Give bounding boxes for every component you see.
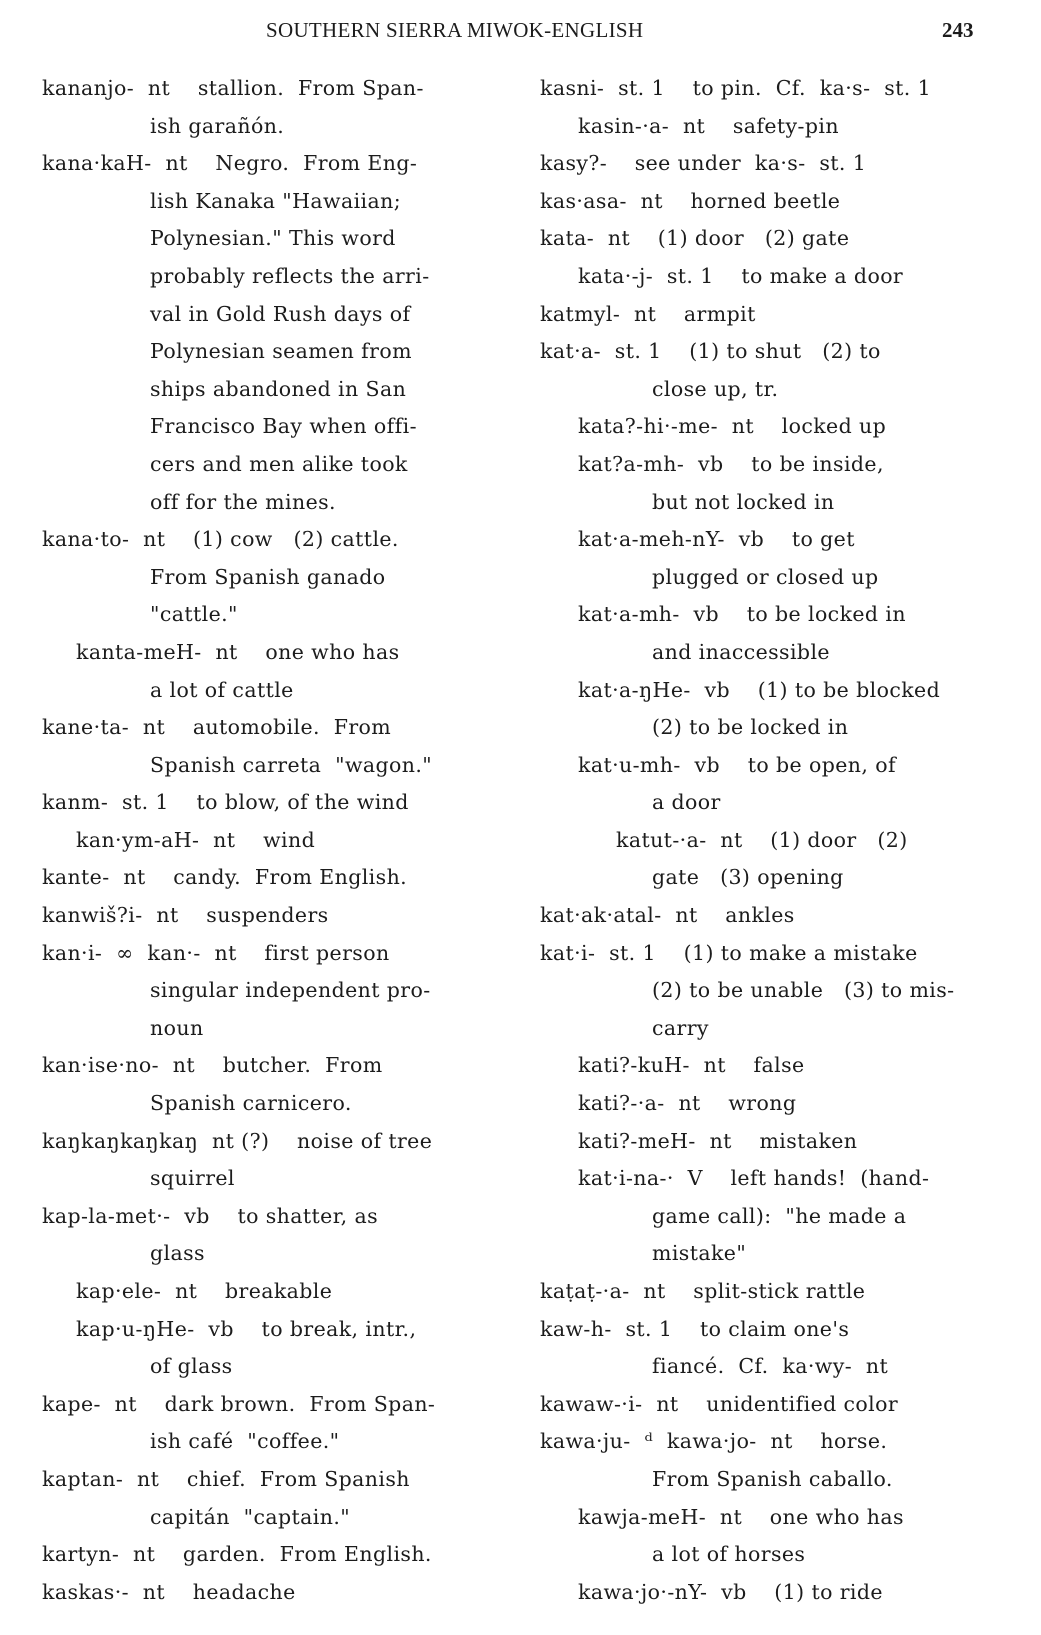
entry-line: mistake"	[652, 1241, 747, 1266]
entry-line: off for the mines.	[150, 489, 336, 514]
entry-line: of glass	[150, 1354, 233, 1379]
entry-line: kat·ak·atal- nt ankles	[540, 903, 795, 928]
entry-line: kaptan- nt chief. From Spanish	[42, 1466, 410, 1491]
page-header	[0, 14, 1041, 54]
entry-line: kati?-kuH- nt false	[578, 1053, 805, 1078]
entry-line: kata- nt (1) door (2) gate	[540, 226, 850, 251]
entry-line: kat·a-mh- vb to be locked in	[578, 602, 906, 627]
entry-line: kawa·ju- ᵈ kawa·jo- nt horse.	[540, 1429, 888, 1454]
entry-line: ish garañón.	[150, 113, 285, 138]
entry-line: kat·a-meh-nY- vb to get	[578, 527, 855, 552]
entry-line: (2) to be unable (3) to mis-	[652, 978, 955, 1003]
entry-line: but not locked in	[652, 489, 835, 514]
entry-line: kasin-·a- nt safety-pin	[578, 113, 839, 138]
entry-line: kaṭaṭ-·a- nt split-stick rattle	[540, 1279, 866, 1303]
entry-line: and inaccessible	[652, 639, 830, 664]
entry-line: close up, tr.	[652, 376, 779, 401]
entry-line: kanwiš?i- nt suspenders	[42, 903, 329, 928]
entry-line: Spanish carnicero.	[150, 1091, 352, 1116]
entry-line: kawaw-·i- nt unidentified color	[540, 1391, 899, 1416]
entry-line: kawa·jo·-nY- vb (1) to ride	[578, 1579, 883, 1604]
entry-line: fiancé. Cf. ka·wy- nt	[652, 1354, 889, 1379]
entry-line: Polynesian seamen from	[150, 339, 412, 364]
entry-line: kan·ise·no- nt butcher. From	[42, 1053, 383, 1078]
entry-line: kap·ele- nt breakable	[76, 1279, 333, 1303]
entry-line: plugged or closed up	[652, 564, 879, 589]
entry-line: carry	[652, 1015, 709, 1040]
entry-line: kana·kaH- nt Negro. From Eng-	[42, 151, 418, 176]
entry-line: kananjo- nt stallion. From Span-	[42, 76, 424, 100]
page-number: 243	[942, 18, 974, 42]
entry-line: kat·a-ŋHe- vb (1) to be blocked	[578, 677, 941, 702]
entry-line: (2) to be locked in	[652, 715, 849, 740]
entry-line: noun	[150, 1015, 204, 1040]
right-column	[540, 70, 1035, 1611]
entry-line: Francisco Bay when offi-	[150, 414, 417, 439]
left-column	[42, 70, 517, 1611]
entry-line: Polynesian." This word	[150, 226, 396, 251]
entry-line: singular independent pro-	[150, 978, 431, 1003]
entry-line: probably reflects the arri-	[150, 263, 430, 288]
entry-line: val in Gold Rush days of	[150, 301, 411, 326]
running-title: SOUTHERN SIERRA MIWOK-ENGLISH	[266, 18, 644, 42]
entry-line: ships abandoned in San	[150, 376, 407, 401]
entry-line: cers and men alike took	[150, 451, 408, 476]
entry-line: kante- nt candy. From English.	[42, 865, 408, 890]
entry-line: kat?a-mh- vb to be inside,	[578, 451, 884, 476]
entry-line: katut-·a- nt (1) door (2)	[616, 827, 908, 852]
entry-line: kanm- st. 1 to blow, of the wind	[42, 790, 409, 815]
entry-line: kana·to- nt (1) cow (2) cattle.	[42, 527, 399, 552]
entry-line: "cattle."	[150, 602, 238, 627]
entry-line: kaw-h- st. 1 to claim one's	[540, 1316, 850, 1341]
entry-line: kap-la-met·- vb to shatter, as	[42, 1203, 379, 1228]
entry-line: kanta-meH- nt one who has	[76, 639, 400, 664]
entry-line: From Spanish ganado	[150, 564, 386, 589]
entry-line: kape- nt dark brown. From Span-	[42, 1391, 436, 1416]
entry-line: kartyn- nt garden. From English.	[42, 1542, 432, 1567]
entry-line: kata?-hi·-me- nt locked up	[578, 414, 887, 439]
entry-line: kas·asa- nt horned beetle	[540, 188, 841, 213]
entry-line: kat·i-na-· V left hands! (hand-	[578, 1166, 930, 1191]
entry-line: squirrel	[150, 1166, 235, 1191]
entry-line: kasni- st. 1 to pin. Cf. ka·s- st. 1	[540, 76, 932, 100]
entry-line: kata·-j- st. 1 to make a door	[578, 263, 904, 288]
entry-line: kaŋkaŋkaŋkaŋ nt (?) noise of tree	[42, 1128, 433, 1153]
entry-line: From Spanish caballo.	[652, 1466, 893, 1491]
entry-line: kat·u-mh- vb to be open, of	[578, 752, 896, 777]
entry-line: lish Kanaka "Hawaiian;	[150, 188, 402, 213]
entry-line: katmyl- nt armpit	[540, 301, 756, 326]
entry-line: ish café "coffee."	[150, 1429, 340, 1454]
entry-line: a door	[652, 790, 721, 815]
entry-line: kati?-meH- nt mistaken	[578, 1128, 858, 1153]
entry-line: capitán "captain."	[150, 1504, 351, 1529]
entry-line: gate (3) opening	[652, 865, 844, 890]
entry-line: kasy?- see under ka·s- st. 1	[540, 151, 867, 176]
entry-line: kati?-·a- nt wrong	[578, 1091, 797, 1116]
entry-line: game call): "he made a	[652, 1203, 907, 1228]
entry-line: kaskas·- nt headache	[42, 1579, 296, 1604]
entry-line: kat·i- st. 1 (1) to make a mistake	[540, 940, 918, 965]
entry-line: a lot of horses	[652, 1542, 806, 1567]
entry-line: kane·ta- nt automobile. From	[42, 715, 392, 740]
entry-line: kan·ym-aH- nt wind	[76, 827, 316, 852]
entry-line: a lot of cattle	[150, 677, 294, 702]
entry-line: kawja-meH- nt one who has	[578, 1504, 904, 1529]
entry-line: kap·u-ŋHe- vb to break, intr.,	[76, 1316, 417, 1341]
entry-line: glass	[150, 1241, 205, 1266]
entry-line: kat·a- st. 1 (1) to shut (2) to	[540, 339, 881, 364]
entry-line: Spanish carreta "wagon."	[150, 752, 433, 777]
entry-line: kan·i- ∞ kan·- nt first person	[42, 940, 390, 965]
